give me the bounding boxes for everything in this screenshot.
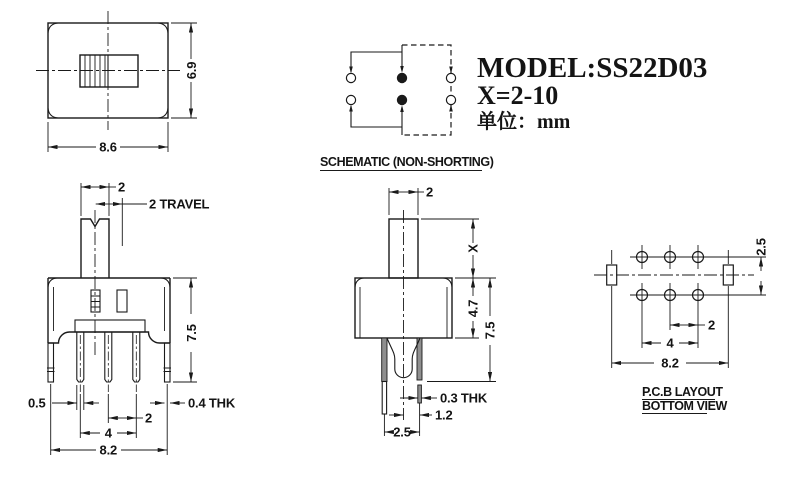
dim-front-travel <box>96 197 210 247</box>
dim-slot-span <box>612 356 729 371</box>
dim-label-slot-span: 8.2 <box>661 355 679 371</box>
dim-label-pin-span: 4 <box>104 425 112 441</box>
title-block <box>477 52 707 133</box>
housing-bottom-edge <box>48 332 170 343</box>
side-leg-right-lower <box>418 385 422 403</box>
unit-note: 单位：mm <box>477 111 571 133</box>
terminal-open <box>446 95 455 104</box>
pcb-caption-line1: P.C.B LAYOUT <box>642 385 723 399</box>
dim-row-spacing <box>704 238 769 295</box>
arrow-icon <box>449 67 453 74</box>
pcb-caption-line2: BOTTOM VIEW <box>642 399 727 413</box>
dim-side-body-height <box>455 278 481 338</box>
terminal-base <box>75 320 145 332</box>
dim-label-pin-width: 0.5 <box>28 395 46 411</box>
terminal-open <box>346 73 355 82</box>
x-dimension-range: X=2-10 <box>477 81 559 110</box>
mounting-bracket-right <box>165 343 171 382</box>
dim-label-front-overall: 8.2 <box>99 442 118 458</box>
dim-label-side-body-height: 4.7 <box>465 299 481 318</box>
terminal-open <box>346 95 355 104</box>
slider-knob <box>80 55 138 87</box>
schematic-caption: SCHEMATIC (NON-SHORTING) <box>320 155 494 169</box>
moving-contact-dashed-box <box>402 45 451 135</box>
contact-window-right <box>117 290 127 312</box>
dim-label-leg-offset: 1.2 <box>435 407 453 423</box>
front-view <box>28 180 236 458</box>
dim-hole-pitch <box>670 318 715 333</box>
dim-label-hole-pitch: 2 <box>708 317 716 333</box>
pin-centerlines <box>80 335 136 392</box>
knob-hatch <box>85 55 105 87</box>
dim-leg-thickness <box>400 391 488 406</box>
dim-side-total-height <box>427 278 498 382</box>
side-leg-left <box>382 338 387 382</box>
pcb-layout-view <box>594 238 769 413</box>
schematic-wire-top <box>351 45 402 72</box>
dim-label-front-height: 7.5 <box>184 324 199 342</box>
terminal-common <box>397 73 407 83</box>
dim-stem-height <box>421 219 496 278</box>
bracket-crimp-marks <box>47 368 171 372</box>
dim-label-pin-pitch: 2 <box>145 410 153 426</box>
dim-bracket-thickness <box>150 396 236 411</box>
corner-notch <box>161 278 170 287</box>
dim-label-leg-span: 2.5 <box>393 424 411 440</box>
corner-notch <box>355 278 364 287</box>
dim-leg-span <box>384 414 419 440</box>
schematic-wire-bottom <box>351 106 402 135</box>
corner-notch <box>443 278 452 287</box>
arrow-icon <box>400 66 404 73</box>
dim-front-knob <box>81 180 125 217</box>
corner-notch <box>158 108 168 118</box>
contact-window-left <box>91 290 100 312</box>
side-leg-left-lower <box>382 382 386 415</box>
side-view <box>355 185 498 440</box>
corner-notch <box>48 108 58 118</box>
pad-crosshairs-top <box>630 245 710 269</box>
dim-label-top-height: 6.9 <box>184 61 199 80</box>
corner-notch <box>158 23 168 33</box>
dim-hole-span <box>642 336 698 351</box>
dim-label-bracket-thickness: 0.4 THK <box>188 395 236 411</box>
corner-notch <box>48 23 58 33</box>
dim-side-knob <box>389 185 433 216</box>
dim-label-side-total-height: 7.5 <box>482 321 498 340</box>
arrow-icon <box>349 67 353 74</box>
dim-label-stem-height: X <box>465 244 481 253</box>
housing-outline <box>48 278 170 343</box>
dim-label-leg-thickness: 0.3 THK <box>440 390 488 406</box>
dim-pin-width <box>28 385 99 411</box>
corner-notch <box>48 278 57 287</box>
dim-label-side-knob: 2 <box>426 184 434 200</box>
model-number: MODEL:SS22D03 <box>477 52 708 84</box>
arrow-icon <box>400 105 404 112</box>
dim-pin-pitch <box>108 394 152 438</box>
contact-window-hatch <box>91 296 100 307</box>
mounting-bracket-left <box>48 343 54 382</box>
dim-front-height <box>173 278 199 382</box>
dim-label-travel: 2 TRAVEL <box>149 196 210 212</box>
dim-label-front-knob: 2 <box>118 179 126 195</box>
arrow-icon <box>349 105 353 112</box>
terminal-open <box>446 73 455 82</box>
terminal-common <box>397 95 407 105</box>
arrow-icon <box>449 105 453 112</box>
dim-label-top-width: 8.6 <box>99 139 117 155</box>
dim-label-hole-span: 4 <box>666 335 674 351</box>
top-view <box>36 11 199 155</box>
housing-inner-wall <box>54 287 165 331</box>
dim-label-row-spacing: 2.5 <box>753 238 769 256</box>
schematic-view <box>320 45 494 171</box>
